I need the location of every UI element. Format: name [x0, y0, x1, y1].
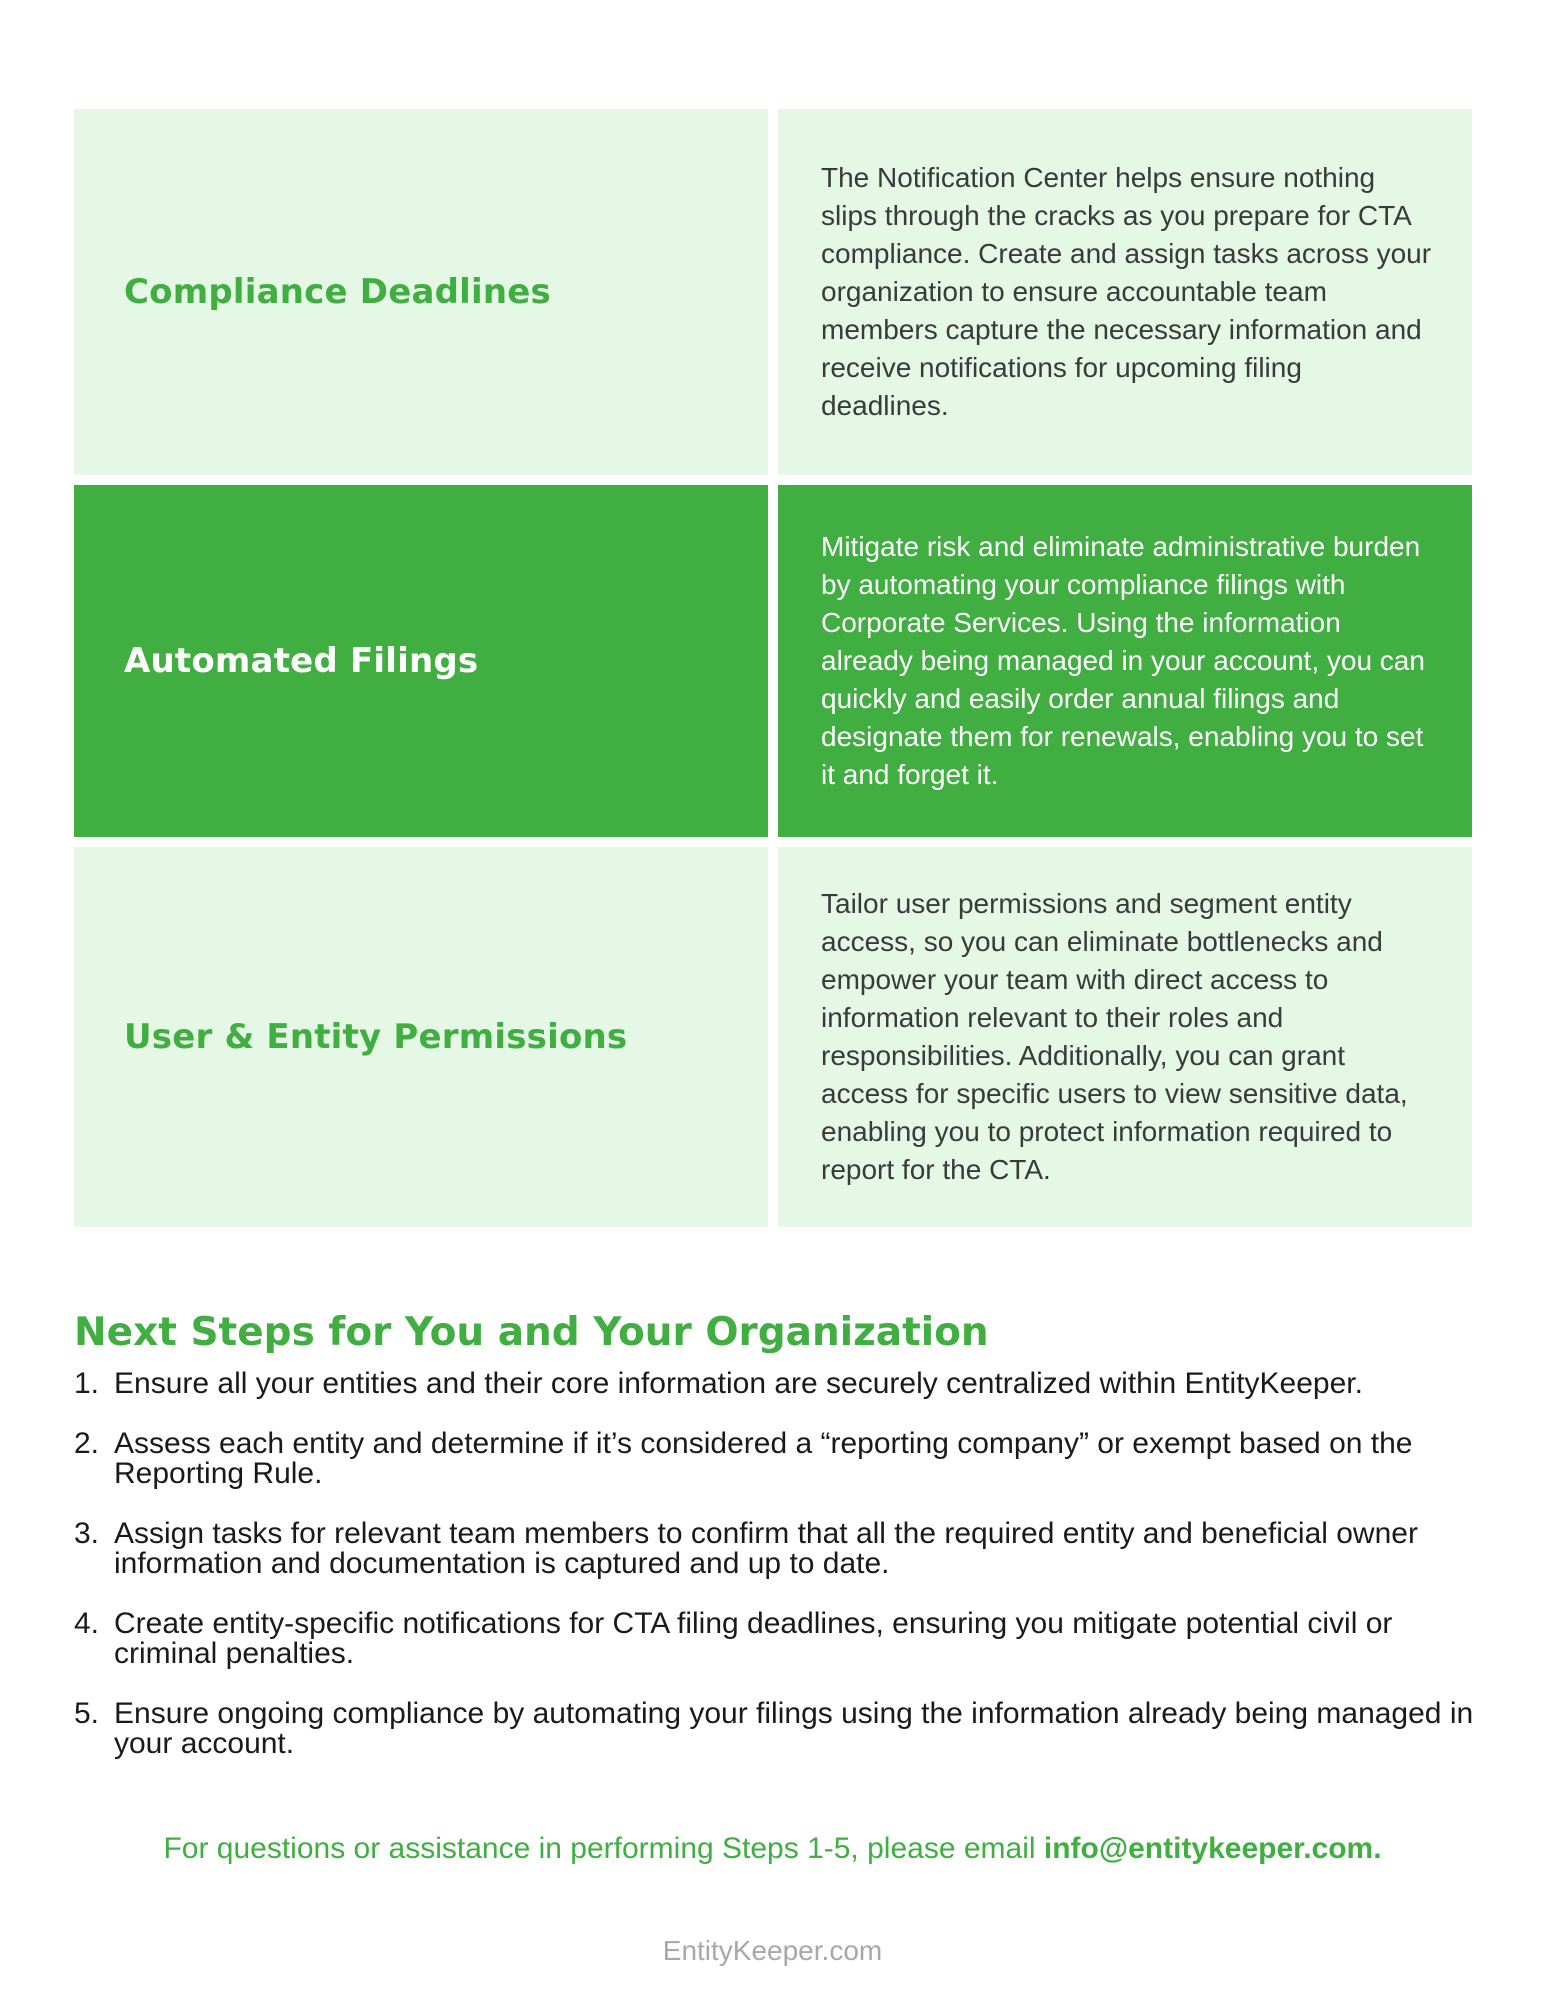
footer-site-link[interactable]: EntityKeeper.com: [662, 1935, 883, 1966]
next-steps-section: [74, 1310, 1494, 1789]
step-number: 3.: [74, 1517, 100, 1550]
list-item: [74, 1429, 1494, 1489]
next-steps-heading: Next Steps for You and Your Organization: [74, 1310, 989, 1355]
feature-title-cell: [74, 847, 768, 1227]
step-number: 4.: [74, 1607, 100, 1640]
step-text: Assess each entity and determine if it’s considered a “reporting company” or exempt based on the Reporting Rule.: [114, 1427, 1413, 1490]
next-steps-list: [74, 1369, 1494, 1759]
feature-description-cell: [778, 485, 1472, 837]
feature-title: User & Entity Permissions: [124, 1017, 628, 1057]
step-number: 1.: [74, 1367, 100, 1400]
feature-row-compliance-deadlines: [74, 109, 1472, 475]
step-text: Ensure all your entities and their core information are securely centralized within EntityKeeper.: [114, 1367, 1363, 1400]
step-text: Assign tasks for relevant team members to confirm that all the required entity and beneficial owner information and documentation is captured and up to date.: [114, 1517, 1418, 1580]
list-item: [74, 1519, 1494, 1579]
step-number: 5.: [74, 1697, 100, 1730]
list-item: [74, 1609, 1494, 1669]
feature-title: Automated Filings: [124, 641, 479, 681]
feature-row-automated-filings: [74, 485, 1472, 837]
features-table: [74, 109, 1472, 1237]
contact-email-link[interactable]: info@entitykeeper.com.: [1043, 1832, 1382, 1865]
feature-description: The Notification Center helps ensure nothing slips through the cracks as you prepare for CTA compliance. Create and assign tasks across your organization to ensure accountable team members capture the necessary information and receive notifications for upcoming filing deadlines.: [821, 162, 1432, 421]
list-item: [74, 1699, 1494, 1759]
feature-title-cell: [74, 485, 768, 837]
contact-line: [0, 1832, 1545, 1866]
feature-description-cell: [778, 109, 1472, 475]
contact-text: For questions or assistance in performing Steps 1-5, please email: [163, 1832, 1044, 1865]
feature-description-cell: [778, 847, 1472, 1227]
list-item: [74, 1369, 1494, 1399]
feature-title-cell: [74, 109, 768, 475]
step-number: 2.: [74, 1427, 100, 1460]
step-text: Create entity-specific notifications for CTA filing deadlines, ensuring you mitigate potential civil or criminal penalties.: [114, 1607, 1393, 1670]
step-text: Ensure ongoing compliance by automating your filings using the information already being managed in your account.: [114, 1697, 1474, 1760]
feature-description: Mitigate risk and eliminate administrative burden by automating your compliance filings with Corporate Services. Using the information already being managed in your account, you can quickly and easily order annual filings and designate them for renewals, enabling you to set it and forget it.: [821, 531, 1425, 790]
feature-description: Tailor user permissions and segment entity access, so you can eliminate bottlenecks and empower your team with direct access to information relevant to their roles and responsibilities. Additionally, you can grant access for specific users to view sensitive data, enabling you to protect information required to report for the CTA.: [821, 888, 1408, 1185]
feature-title: Compliance Deadlines: [124, 272, 551, 312]
feature-row-user-entity-permissions: [74, 847, 1472, 1227]
